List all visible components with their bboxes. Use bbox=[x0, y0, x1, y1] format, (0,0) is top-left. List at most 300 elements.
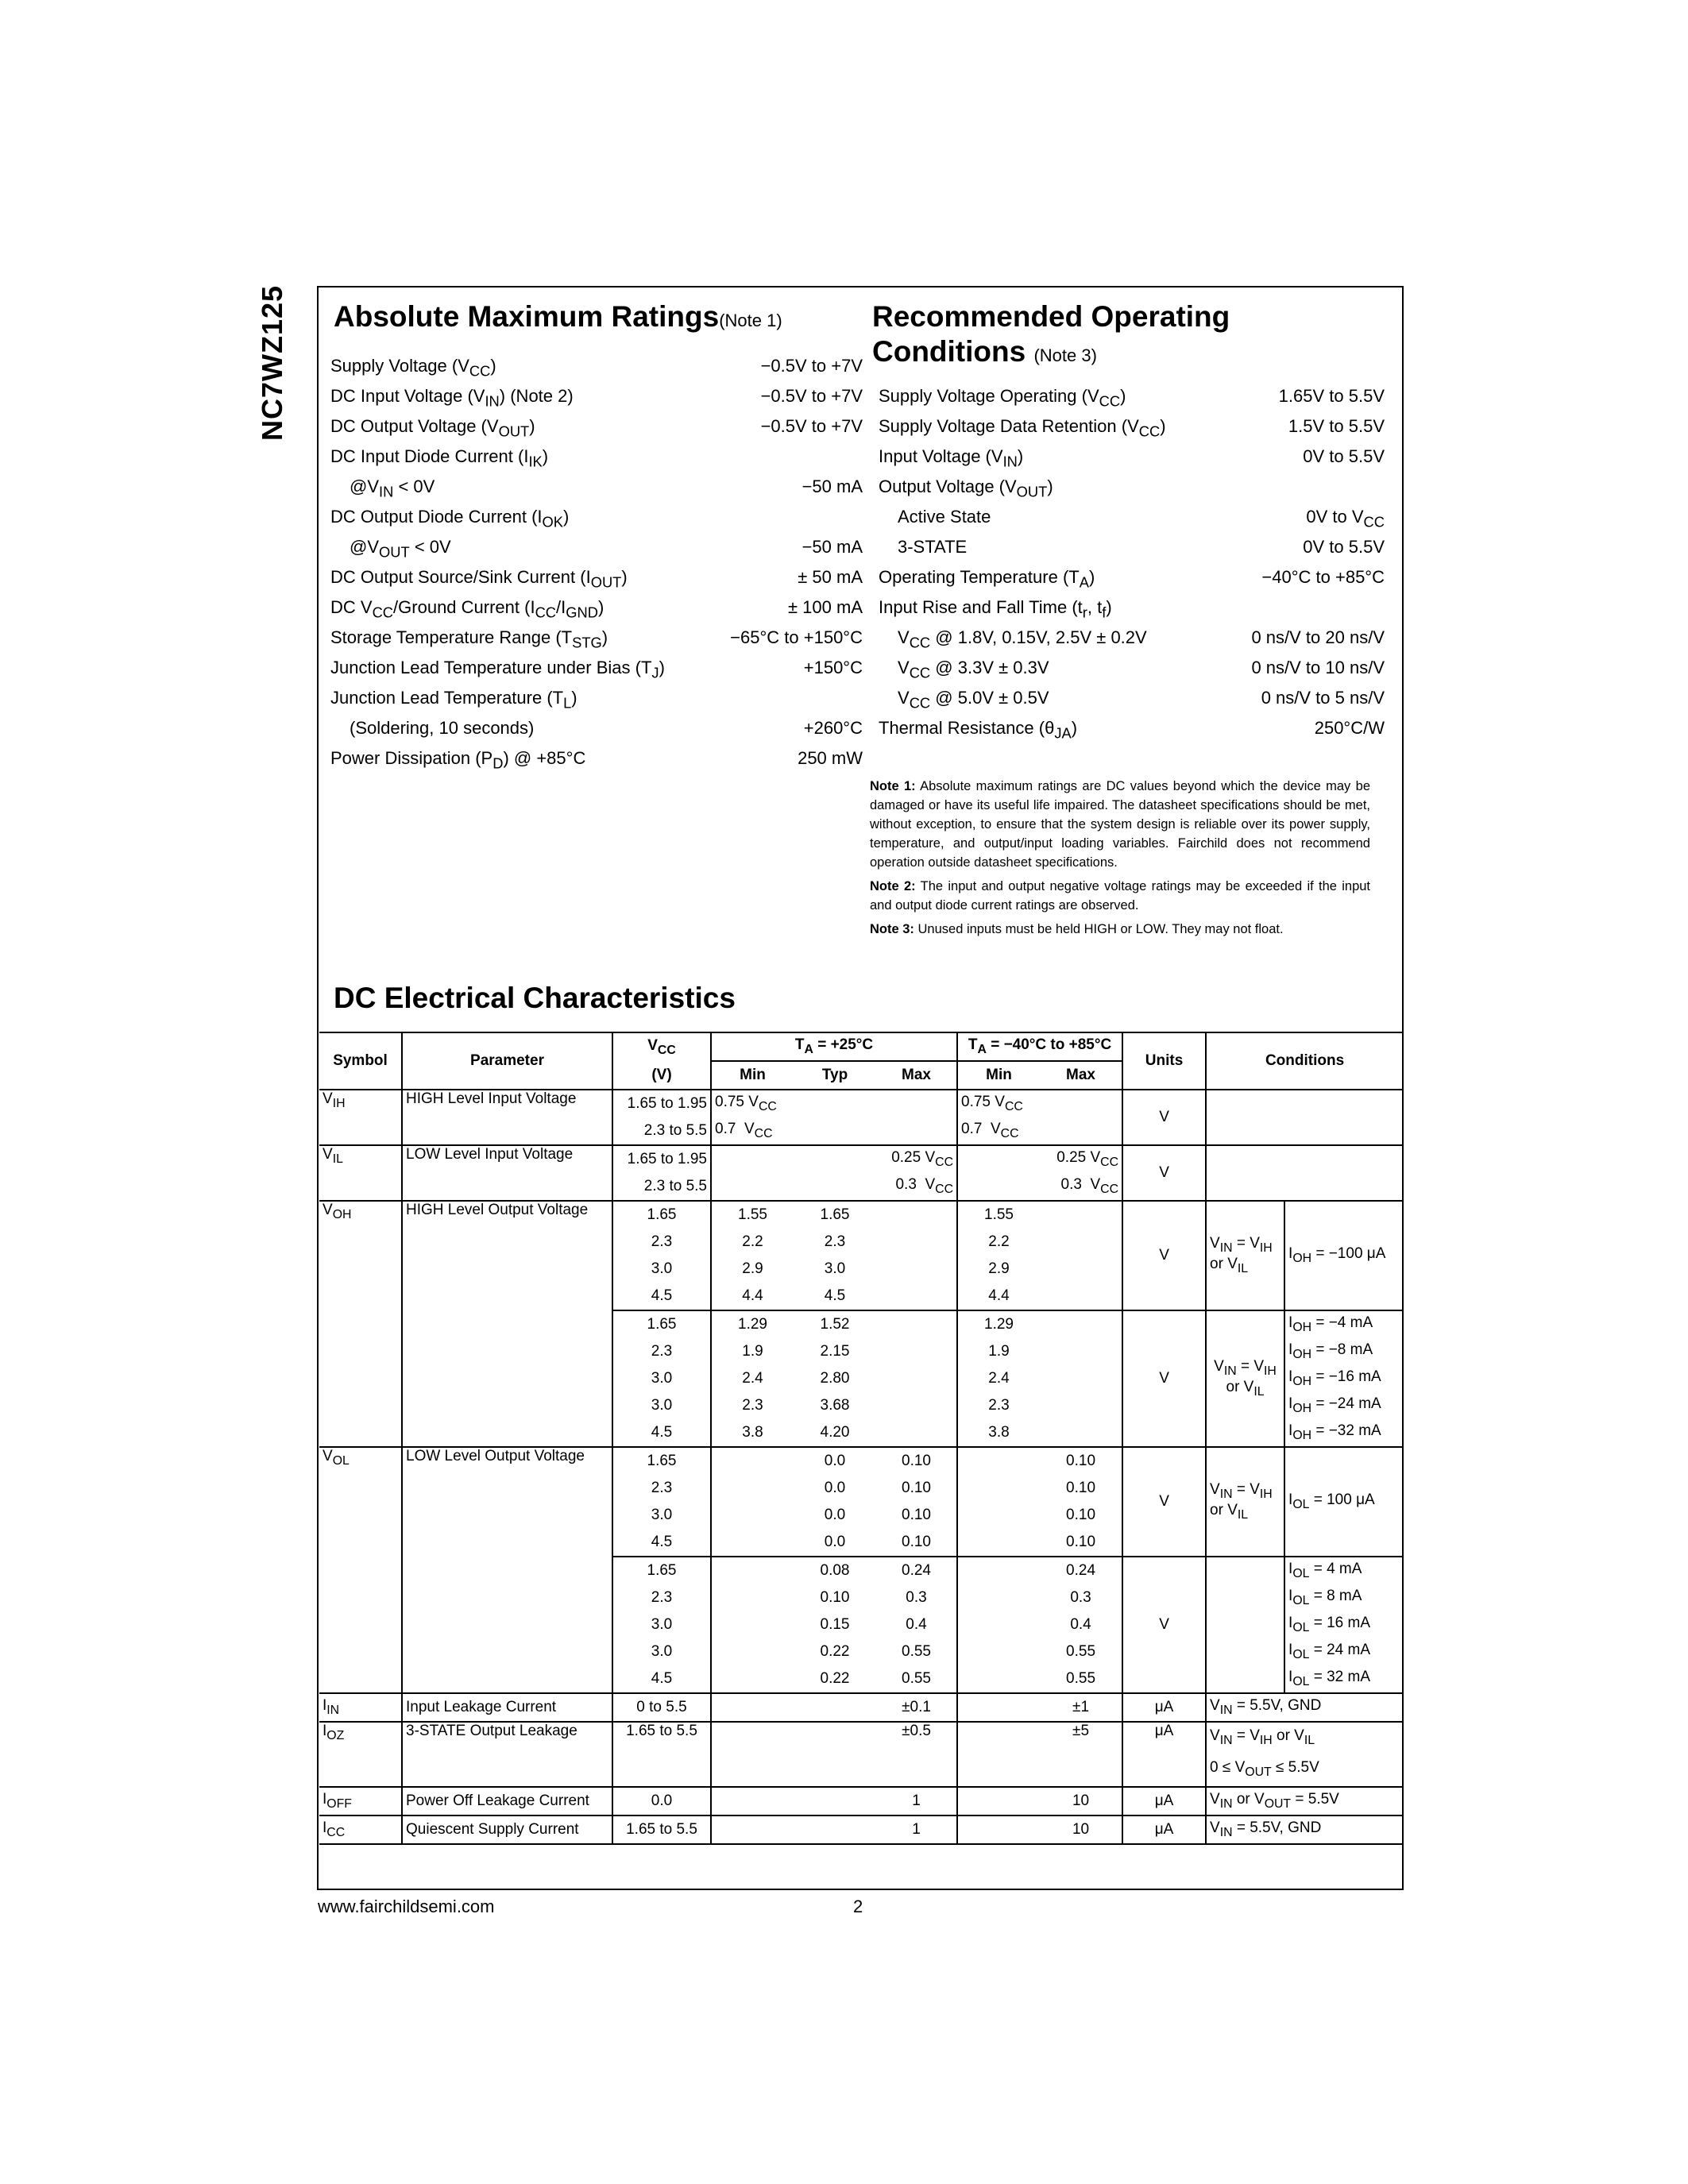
max-85-cell bbox=[1040, 1310, 1122, 1338]
max-85-cell: 0.24 bbox=[1040, 1557, 1122, 1584]
max-cell: 0.3 $V_{CC}$ bbox=[711, 1173, 957, 1201]
amr-value: −50 mA bbox=[802, 477, 863, 496]
typ-cell: 3.68 bbox=[820, 1397, 850, 1414]
conditions-current-cell: $I_{OH} = -8$ mA bbox=[1288, 1341, 1373, 1361]
min-85-cell bbox=[957, 1722, 1040, 1787]
typ-cell: 0.22 bbox=[794, 1665, 876, 1693]
amr-label: $@V_{IN} < 0V$ bbox=[350, 477, 435, 500]
typ-cell: 2.3 bbox=[824, 1233, 846, 1250]
units-cell: μA bbox=[1122, 1722, 1206, 1787]
max-85-cell: 0.10 bbox=[1040, 1529, 1122, 1557]
roc-label: $V_{CC}$ @ 5.0V ± 0.5V bbox=[898, 688, 1049, 712]
header-vcc-unit: (V) bbox=[612, 1061, 711, 1090]
vcc-cell: 2.3 bbox=[612, 1338, 711, 1365]
min-85-cell: 3.8 bbox=[957, 1419, 1040, 1447]
note-label: Note 2: bbox=[870, 879, 916, 893]
vcc-cell: 1.65 to 1.95 bbox=[612, 1090, 711, 1117]
amr-row bbox=[330, 653, 863, 683]
vcc-cell: 3.0 bbox=[612, 1392, 711, 1419]
note-paragraph bbox=[870, 877, 1370, 915]
roc-title-2 bbox=[872, 335, 1097, 369]
conditions-cell bbox=[1206, 1557, 1284, 1693]
max-85-cell: ±5 bbox=[1040, 1722, 1122, 1787]
max-cell: ±0.1 bbox=[876, 1693, 957, 1722]
vcc-cell: 3.0 bbox=[612, 1256, 711, 1283]
amr-label: Junction Lead Temperature $(T_L)$ bbox=[330, 688, 577, 712]
vcc-cell: 4.5 bbox=[612, 1665, 711, 1693]
parameter-cell: HIGH Level Input Voltage bbox=[402, 1090, 612, 1145]
min-cell bbox=[711, 1529, 794, 1557]
min-cell bbox=[711, 1611, 794, 1638]
conditions-cell: $V_{IN} = 5.5V$, GND bbox=[1206, 1815, 1403, 1844]
amr-label: Supply Voltage $(V_{CC})$ bbox=[330, 356, 496, 380]
roc-row bbox=[879, 653, 1385, 683]
vcc-cell: 2.3 to 5.5 bbox=[612, 1173, 711, 1201]
amr-row bbox=[330, 743, 863, 774]
note-text: Unused inputs must be held HIGH or LOW. They may not float. bbox=[914, 922, 1284, 936]
typ-cell bbox=[794, 1722, 876, 1787]
amr-row bbox=[330, 532, 863, 562]
header-min: Min bbox=[711, 1061, 794, 1090]
amr-value: ± 100 mA bbox=[787, 597, 863, 617]
min-cell: 0.75 $V_{CC}$ bbox=[711, 1090, 957, 1117]
roc-note-ref: (Note 3) bbox=[1033, 345, 1097, 365]
max-cell: 0.25 $V_{CC}$ bbox=[711, 1145, 957, 1173]
conditions-cell bbox=[1206, 1090, 1403, 1145]
vcc-cell: 3.0 bbox=[612, 1502, 711, 1529]
header-vcc: $V_{CC}$ bbox=[612, 1032, 711, 1061]
min-85-cell bbox=[957, 1787, 1040, 1815]
max-cell bbox=[876, 1256, 957, 1283]
amr-value: −0.5V to +7V bbox=[760, 356, 863, 376]
roc-row bbox=[879, 683, 1385, 713]
conditions-cell: $V_{IN} = V_{IH}$ or $V_{IL}$ bbox=[1206, 1201, 1284, 1310]
max-cell: ±0.5 bbox=[876, 1722, 957, 1787]
typ-cell bbox=[794, 1787, 876, 1815]
roc-label: Active State bbox=[898, 507, 991, 527]
conditions-current-cell: $I_{OL} = 24$ mA bbox=[1288, 1642, 1371, 1661]
min-85-cell bbox=[957, 1502, 1040, 1529]
symbol-cell: $I_{CC}$ bbox=[319, 1815, 402, 1844]
conditions-current-cell: $I_{OH} = -16$ mA bbox=[1288, 1368, 1381, 1388]
table-row bbox=[319, 1090, 1403, 1117]
vcc-cell: 3.0 bbox=[612, 1365, 711, 1392]
roc-label: $V_{CC}$ @ 1.8V, 0.15V, 2.5V ± 0.2V bbox=[898, 627, 1147, 651]
min-85-cell: 1.9 bbox=[988, 1343, 1010, 1360]
conditions-current-cell: $I_{OH} = -32$ mA bbox=[1284, 1419, 1403, 1447]
max-85-cell bbox=[1040, 1256, 1122, 1283]
min-85-cell bbox=[957, 1447, 1040, 1475]
vcc-cell: 0 to 5.5 bbox=[612, 1693, 711, 1722]
roc-row bbox=[879, 562, 1385, 592]
conditions-current-cell: $I_{OL} = 100$ μA bbox=[1284, 1447, 1403, 1557]
units-cell: V bbox=[1122, 1090, 1206, 1145]
roc-row bbox=[879, 411, 1385, 442]
roc-value: 1.5V to 5.5V bbox=[1288, 416, 1385, 436]
roc-value: 0 ns/V to 5 ns/V bbox=[1261, 688, 1385, 708]
roc-label: Operating Temperature $(T_A)$ bbox=[879, 567, 1095, 591]
amr-label: Storage Temperature Range $(T_{STG})$ bbox=[330, 627, 608, 651]
min-85-cell: 2.3 bbox=[988, 1397, 1010, 1414]
amr-row bbox=[330, 623, 863, 653]
note-text: Absolute maximum ratings are DC values beyond which the device may be damaged or have its useful life impaired. The datasheet specifications should be met, without exception, to ensure that the system design is reliable over its power supply, temperature, and output/input loading variables. Fairchild does not recommend operation outside datasheet specifications. bbox=[870, 779, 1371, 870]
max-cell bbox=[876, 1338, 957, 1365]
note-paragraph bbox=[870, 920, 1370, 939]
min-cell bbox=[711, 1502, 794, 1529]
header-symbol: Symbol bbox=[319, 1032, 402, 1090]
table-row bbox=[319, 1787, 1403, 1815]
min-85-cell: 0.7 $V_{CC}$ bbox=[957, 1117, 1122, 1145]
min-cell: 1.9 bbox=[742, 1343, 763, 1360]
dc-title: DC Electrical Characteristics bbox=[334, 982, 736, 1014]
roc-row bbox=[879, 381, 1385, 411]
vcc-cell: 2.3 to 5.5 bbox=[612, 1117, 711, 1145]
max-85-cell bbox=[1040, 1283, 1122, 1310]
max-85-cell: 0.3 bbox=[1040, 1584, 1122, 1611]
max-cell bbox=[876, 1283, 957, 1310]
roc-label: Input Rise and Fall Time ($t_r$, $t_f$) bbox=[879, 597, 1112, 621]
amr-value: −0.5V to +7V bbox=[760, 416, 863, 436]
vcc-cell: 3.0 bbox=[612, 1611, 711, 1638]
amr-row bbox=[330, 381, 863, 411]
roc-row bbox=[879, 442, 1385, 472]
min-cell bbox=[711, 1584, 794, 1611]
roc-list bbox=[879, 381, 1385, 743]
header-max-85: Max bbox=[1040, 1061, 1122, 1090]
note-label: Note 1: bbox=[870, 779, 916, 793]
min-85-cell bbox=[957, 1815, 1040, 1844]
conditions-current-cell: $I_{OH} = -4$ mA bbox=[1288, 1314, 1373, 1334]
typ-cell: 0.0 bbox=[824, 1453, 846, 1469]
vcc-cell: 1.65 bbox=[612, 1201, 711, 1229]
table-header-row bbox=[319, 1032, 1403, 1061]
parameter-cell: Quiescent Supply Current bbox=[402, 1815, 612, 1844]
max-85-cell: 0.55 bbox=[1040, 1665, 1122, 1693]
max-85-cell bbox=[1040, 1419, 1122, 1447]
max-85-cell bbox=[1040, 1365, 1122, 1392]
max-85-cell: 0.25 $V_{CC}$ bbox=[957, 1145, 1122, 1173]
part-number-side-title: NC7WZ125 bbox=[256, 284, 288, 441]
min-cell: 1.55 bbox=[738, 1206, 767, 1223]
typ-cell: 2.15 bbox=[820, 1343, 850, 1360]
units-cell: μA bbox=[1122, 1787, 1206, 1815]
amr-label: DC Output Diode Current $(I_{OK})$ bbox=[330, 507, 570, 531]
amr-row bbox=[330, 411, 863, 442]
notes bbox=[870, 777, 1370, 943]
roc-value: −40°C to +85°C bbox=[1261, 567, 1385, 587]
amr-value: −50 mA bbox=[802, 537, 863, 557]
min-85-cell: 2.4 bbox=[988, 1370, 1010, 1387]
units-cell: V bbox=[1122, 1201, 1206, 1310]
typ-cell: 4.5 bbox=[794, 1283, 876, 1310]
conditions-current-cell: $I_{OL} = 32$ mA bbox=[1284, 1665, 1403, 1693]
header-min-85: Min bbox=[957, 1061, 1040, 1090]
max-cell bbox=[876, 1229, 957, 1256]
amr-label: Power Dissipation $(P_D)$ @ +85°C bbox=[330, 748, 586, 772]
max-85-cell bbox=[1040, 1201, 1122, 1229]
typ-cell: 0.08 bbox=[820, 1562, 850, 1579]
amr-title bbox=[334, 300, 782, 334]
roc-row bbox=[879, 472, 1385, 502]
vcc-cell: 2.3 bbox=[612, 1584, 711, 1611]
typ-cell bbox=[794, 1815, 876, 1844]
max-cell bbox=[876, 1310, 957, 1338]
min-85-cell bbox=[957, 1693, 1040, 1722]
min-85-cell bbox=[957, 1475, 1040, 1502]
roc-label: Output Voltage $(V_{OUT})$ bbox=[879, 477, 1053, 500]
amr-row bbox=[330, 442, 863, 472]
table-row bbox=[319, 1447, 1403, 1475]
roc-value: 1.65V to 5.5V bbox=[1278, 386, 1385, 406]
vcc-cell: 4.5 bbox=[612, 1529, 711, 1557]
max-cell: 0.10 bbox=[876, 1529, 957, 1557]
max-cell: 0.55 bbox=[876, 1638, 957, 1665]
min-cell bbox=[711, 1447, 794, 1475]
min-cell: 2.2 bbox=[742, 1233, 763, 1250]
vcc-cell: 3.0 bbox=[612, 1638, 711, 1665]
dc-characteristics-table bbox=[319, 1032, 1403, 1845]
max-cell bbox=[876, 1392, 957, 1419]
amr-label: DC Input Diode Current $(I_{IK})$ bbox=[330, 446, 549, 470]
amr-value: ± 50 mA bbox=[798, 567, 863, 587]
roc-row bbox=[879, 592, 1385, 623]
roc-value: 250°C/W bbox=[1314, 718, 1385, 738]
typ-cell: 0.22 bbox=[820, 1643, 850, 1660]
header-max: Max bbox=[876, 1061, 957, 1090]
min-cell: 0.7 $V_{CC}$ bbox=[711, 1117, 957, 1145]
max-cell: 1 bbox=[876, 1787, 957, 1815]
max-85-cell: 10 bbox=[1040, 1815, 1122, 1844]
units-cell: V bbox=[1122, 1447, 1206, 1557]
symbol-cell: $V_{OH}$ bbox=[319, 1201, 402, 1447]
symbol-cell: $V_{OL}$ bbox=[319, 1447, 402, 1693]
vcc-cell: 1.65 to 5.5 bbox=[612, 1722, 711, 1787]
min-cell: 2.9 bbox=[742, 1260, 763, 1277]
roc-row bbox=[879, 502, 1385, 532]
vcc-cell: 1.65 to 1.95 bbox=[612, 1145, 711, 1173]
parameter-cell: HIGH Level Output Voltage bbox=[402, 1201, 612, 1447]
amr-value: −0.5V to +7V bbox=[760, 386, 863, 406]
min-85-cell bbox=[957, 1557, 1040, 1584]
min-cell: 3.8 bbox=[711, 1419, 794, 1447]
max-cell: 1 bbox=[876, 1815, 957, 1844]
max-85-cell bbox=[1040, 1338, 1122, 1365]
max-85-cell bbox=[1040, 1229, 1122, 1256]
max-cell: 0.55 bbox=[876, 1665, 957, 1693]
max-cell bbox=[876, 1365, 957, 1392]
symbol-cell: $I_{OFF}$ bbox=[319, 1787, 402, 1815]
amr-row bbox=[330, 592, 863, 623]
min-cell: 2.4 bbox=[742, 1370, 763, 1387]
max-85-cell: 0.10 bbox=[1040, 1475, 1122, 1502]
min-cell bbox=[711, 1557, 794, 1584]
amr-label: Junction Lead Temperature under Bias $(T_J)$ bbox=[330, 658, 665, 681]
roc-value: 0 ns/V to 20 ns/V bbox=[1251, 627, 1385, 647]
roc-label: Thermal Resistance $(\theta_{JA})$ bbox=[879, 718, 1078, 742]
vcc-cell: 2.3 bbox=[612, 1475, 711, 1502]
conditions-current-cell: $I_{OL} = 4$ mA bbox=[1288, 1561, 1362, 1580]
units-cell: V bbox=[1122, 1557, 1206, 1693]
min-85-cell bbox=[957, 1529, 1040, 1557]
amr-value: −65°C to +150°C bbox=[730, 627, 863, 647]
max-85-cell: 0.10 bbox=[1040, 1447, 1122, 1475]
amr-label: DC $V_{CC}$/Ground Current $(I_{CC}/I_{GND})$ bbox=[330, 597, 605, 621]
vcc-cell: 2.3 bbox=[612, 1229, 711, 1256]
roc-title-line1: Recommended Operating bbox=[872, 300, 1230, 333]
amr-label: (Soldering, 10 seconds) bbox=[350, 718, 535, 738]
amr-row bbox=[330, 562, 863, 592]
max-85-cell: 0.10 bbox=[1040, 1502, 1122, 1529]
max-85-cell: 0.3 $V_{CC}$ bbox=[957, 1173, 1122, 1201]
table-row bbox=[319, 1693, 1403, 1722]
amr-label: DC Output Voltage $(V_{OUT})$ bbox=[330, 416, 535, 440]
roc-value: 0V to 5.5V bbox=[1303, 537, 1385, 557]
min-cell bbox=[711, 1815, 794, 1844]
amr-label: DC Output Source/Sink Current $(I_{OUT})$ bbox=[330, 567, 628, 591]
min-85-cell: 1.29 bbox=[984, 1316, 1014, 1333]
min-85-cell: 2.2 bbox=[988, 1233, 1010, 1250]
table-row bbox=[319, 1145, 1403, 1173]
amr-row bbox=[330, 683, 863, 713]
vcc-cell: 1.65 to 5.5 bbox=[612, 1815, 711, 1844]
roc-title bbox=[872, 300, 1230, 334]
amr-title-text: Absolute Maximum Ratings bbox=[334, 300, 720, 333]
table-row bbox=[319, 1201, 1403, 1229]
min-cell: 2.3 bbox=[742, 1397, 763, 1414]
roc-value: 0 ns/V to 10 ns/V bbox=[1251, 658, 1385, 677]
roc-label: $V_{CC}$ @ 3.3V ± 0.3V bbox=[898, 658, 1049, 681]
note-paragraph bbox=[870, 777, 1370, 872]
min-cell bbox=[711, 1693, 794, 1722]
symbol-cell: $I_{IN}$ bbox=[319, 1693, 402, 1722]
amr-note-ref: (Note 1) bbox=[719, 311, 782, 330]
min-cell: 4.4 bbox=[711, 1283, 794, 1310]
roc-value: 0V to 5.5V bbox=[1303, 446, 1385, 466]
symbol-cell: $V_{IH}$ bbox=[319, 1090, 402, 1145]
max-cell: 0.10 bbox=[876, 1502, 957, 1529]
typ-cell: 4.20 bbox=[794, 1419, 876, 1447]
header-typ: Typ bbox=[794, 1061, 876, 1090]
parameter-cell: LOW Level Output Voltage bbox=[402, 1447, 612, 1693]
conditions-cell bbox=[1206, 1145, 1403, 1201]
max-cell: 0.10 bbox=[876, 1447, 957, 1475]
roc-value: 0V to $V_{CC}$ bbox=[1306, 507, 1385, 531]
min-85-cell: 2.9 bbox=[988, 1260, 1010, 1277]
roc-label: 3-STATE bbox=[898, 537, 968, 557]
roc-label: Supply Voltage Operating $(V_{CC})$ bbox=[879, 386, 1126, 410]
min-cell bbox=[711, 1722, 794, 1787]
max-85-cell: 0.55 bbox=[1040, 1638, 1122, 1665]
vcc-cell: 4.5 bbox=[612, 1283, 711, 1310]
roc-label: Supply Voltage Data Retention $(V_{CC})$ bbox=[879, 416, 1166, 440]
typ-cell: 0.10 bbox=[820, 1589, 850, 1606]
symbol-cell: $I_{OZ}$ bbox=[319, 1722, 402, 1787]
max-85-cell: 10 bbox=[1040, 1787, 1122, 1815]
header-units: Units bbox=[1122, 1032, 1206, 1090]
note-label: Note 3: bbox=[870, 922, 914, 936]
min-85-cell bbox=[957, 1665, 1040, 1693]
typ-cell: 0.0 bbox=[824, 1507, 846, 1523]
min-cell bbox=[711, 1787, 794, 1815]
roc-label: Input Voltage $(V_{IN})$ bbox=[879, 446, 1024, 470]
conditions-cell: $V_{IN}$ or $V_{OUT} = 5.5V$ bbox=[1206, 1787, 1403, 1815]
conditions-cell: $V_{IN} = V_{IH}$ or $V_{IL}$ $0 \le V_{OUT} \le 5.5V$ bbox=[1206, 1722, 1403, 1787]
symbol-cell: $V_{IL}$ bbox=[319, 1145, 402, 1201]
parameter-cell: LOW Level Input Voltage bbox=[402, 1145, 612, 1201]
conditions-cell: $V_{IN} = V_{IH}$ or $V_{IL}$ bbox=[1206, 1310, 1284, 1447]
typ-cell: 1.65 bbox=[820, 1206, 850, 1223]
min-cell bbox=[711, 1638, 794, 1665]
amr-value: 250 mW bbox=[798, 748, 863, 768]
conditions-current-cell: $I_{OL} = 8$ mA bbox=[1288, 1588, 1362, 1607]
max-cell: 0.24 bbox=[876, 1557, 957, 1584]
vcc-cell: 0.0 bbox=[612, 1787, 711, 1815]
footer-url[interactable]: www.fairchildsemi.com bbox=[318, 1897, 495, 1916]
parameter-cell: 3-STATE Output Leakage bbox=[402, 1722, 612, 1787]
vcc-cell: 4.5 bbox=[612, 1419, 711, 1447]
typ-cell: 2.80 bbox=[820, 1370, 850, 1387]
parameter-cell: Input Leakage Current bbox=[402, 1693, 612, 1722]
table-row bbox=[319, 1815, 1403, 1844]
typ-cell bbox=[794, 1693, 876, 1722]
max-85-cell: 0.4 bbox=[1040, 1611, 1122, 1638]
min-85-cell: 0.75 $V_{CC}$ bbox=[957, 1090, 1122, 1117]
footer-page-number: 2 bbox=[853, 1897, 863, 1916]
conditions-cell: $V_{IN} = V_{IH}$ or $V_{IL}$ bbox=[1206, 1447, 1284, 1557]
note-text: The input and output negative voltage ratings may be exceeded if the input and output diode current ratings are observed. bbox=[870, 879, 1371, 913]
max-cell: 0.4 bbox=[876, 1611, 957, 1638]
max-85-cell: ±1 bbox=[1040, 1693, 1122, 1722]
amr-row bbox=[330, 713, 863, 743]
vcc-cell: 1.65 bbox=[612, 1557, 711, 1584]
conditions-cell: $V_{IN} = 5.5V$, GND bbox=[1206, 1693, 1403, 1722]
max-cell bbox=[876, 1201, 957, 1229]
amr-row bbox=[330, 472, 863, 502]
vcc-cell: 1.65 bbox=[612, 1310, 711, 1338]
vcc-cell: 1.65 bbox=[612, 1447, 711, 1475]
conditions-current-cell: $I_{OL} = 16$ mA bbox=[1288, 1615, 1371, 1634]
units-cell: V bbox=[1122, 1145, 1206, 1201]
units-cell: μA bbox=[1122, 1693, 1206, 1722]
min-cell bbox=[711, 1665, 794, 1693]
conditions-current-cell: $I_{OH} = -100$ μA bbox=[1284, 1201, 1403, 1310]
header-parameter: Parameter bbox=[402, 1032, 612, 1090]
typ-cell: 0.0 bbox=[794, 1529, 876, 1557]
amr-label: DC Input Voltage $(V_{IN})$ (Note 2) bbox=[330, 386, 574, 410]
max-cell: 0.3 bbox=[876, 1584, 957, 1611]
amr-row bbox=[330, 351, 863, 381]
max-cell: 0.10 bbox=[876, 1475, 957, 1502]
amr-row bbox=[330, 502, 863, 532]
typ-cell: 3.0 bbox=[824, 1260, 846, 1277]
min-85-cell bbox=[957, 1584, 1040, 1611]
min-85-cell: 4.4 bbox=[957, 1283, 1040, 1310]
parameter-cell: Power Off Leakage Current bbox=[402, 1787, 612, 1815]
min-85-cell bbox=[957, 1638, 1040, 1665]
amr-value: +260°C bbox=[803, 718, 863, 738]
units-cell: μA bbox=[1122, 1815, 1206, 1844]
amr-list bbox=[330, 351, 863, 774]
conditions-current-cell: $I_{OH} = -24$ mA bbox=[1288, 1395, 1381, 1415]
header-ta-85: $T_A = -40^\circ C$ to +85°C bbox=[957, 1032, 1122, 1061]
roc-row bbox=[879, 713, 1385, 743]
min-85-cell: 1.55 bbox=[984, 1206, 1014, 1223]
roc-title-line2: Conditions bbox=[872, 335, 1026, 368]
min-85-cell bbox=[957, 1611, 1040, 1638]
roc-row bbox=[879, 532, 1385, 562]
min-cell: 1.29 bbox=[738, 1316, 767, 1333]
header-conditions: Conditions bbox=[1206, 1032, 1403, 1090]
